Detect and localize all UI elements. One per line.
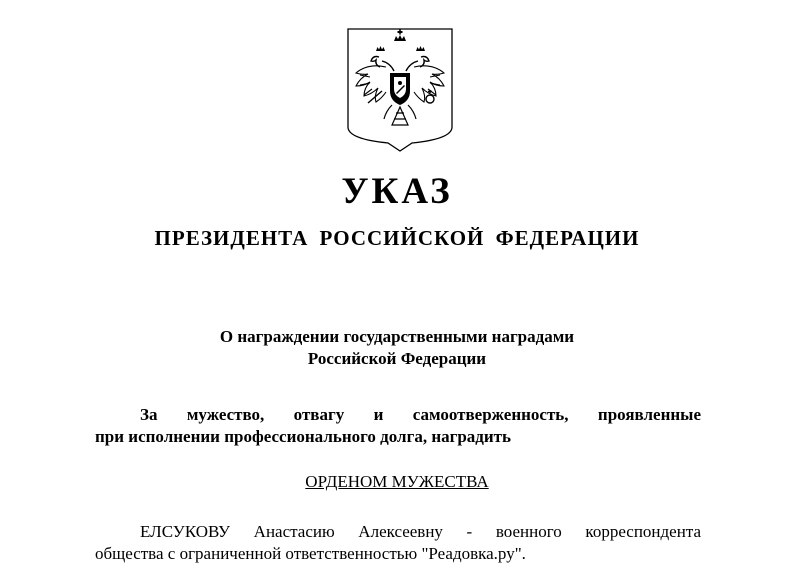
awardee-line2: общества с ограниченной ответственностью "Реадовка.ру". xyxy=(95,544,526,563)
preamble-line2: при исполнении профессионального долга, наградить xyxy=(95,427,512,446)
decree-preamble xyxy=(95,404,701,448)
award-name: ОРДЕНОМ МУЖЕСТВА xyxy=(305,472,489,491)
decree-heading xyxy=(0,326,794,370)
coat-of-arms-icon xyxy=(346,27,454,153)
document-subtitle: ПРЕЗИДЕНТА РОССИЙСКОЙ ФЕДЕРАЦИИ xyxy=(154,226,640,250)
document-title: УКАЗ xyxy=(341,171,453,212)
preamble-line1: За мужество, отвагу и самоотверженность, проявленные xyxy=(140,405,701,424)
awardee-line1: ЕЛСУКОВУ Анастасию Алексеевну - военного корреспондента xyxy=(140,522,701,541)
decree-heading-line2: Российской Федерации xyxy=(307,349,487,368)
decree-heading-line1: О награждении государственными наградами xyxy=(219,327,575,346)
awardee-entry xyxy=(95,521,701,565)
